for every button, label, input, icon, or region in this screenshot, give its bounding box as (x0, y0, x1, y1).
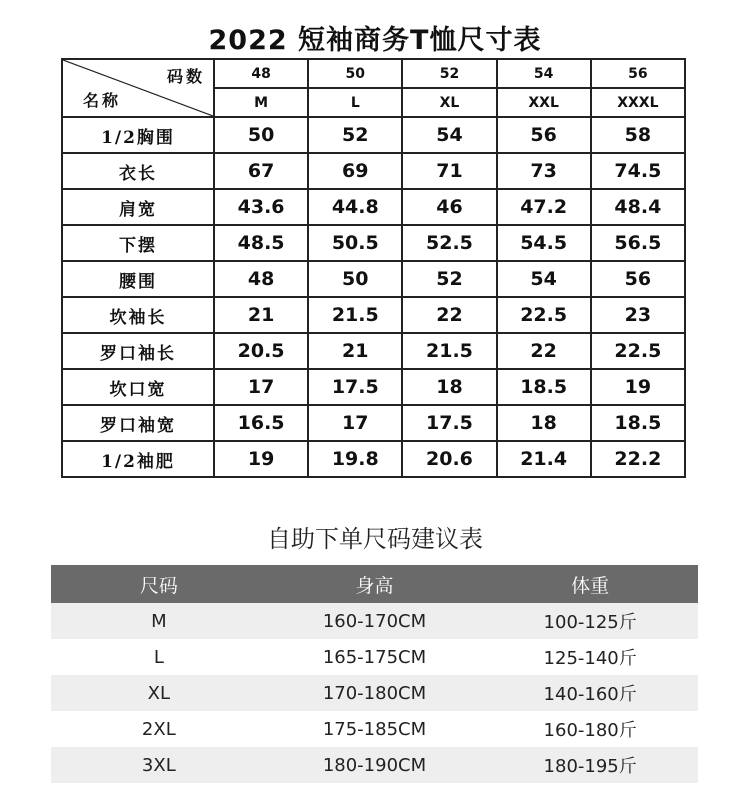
row-label: 下摆 (62, 225, 214, 261)
guide-height-cell: 175-185CM (267, 711, 483, 747)
row-label: 罗口袖长 (62, 333, 214, 369)
guide-size-cell: XL (51, 675, 267, 711)
corner-label-codes: 码数 (166, 67, 205, 86)
row-label: 坎口宽 (62, 369, 214, 405)
row-label: 1/2胸围 (62, 117, 214, 153)
measurement-cell: 17.5 (402, 405, 496, 441)
size-chart-title: 2022 短袖商务T恤尺寸表 (208, 25, 542, 56)
table-row (62, 405, 685, 441)
measurement-cell: 56 (591, 261, 685, 297)
measurement-cell: 17.5 (308, 369, 402, 405)
code-header: 48 (214, 59, 308, 88)
measurement-cell: 46 (402, 189, 496, 225)
guide-weight-cell: 125-140斤 (482, 639, 698, 675)
measurement-cell: 71 (402, 153, 496, 189)
table-row (62, 333, 685, 369)
measurement-cell: 18 (402, 369, 496, 405)
corner-label-names: 名称 (83, 91, 122, 110)
size-guide-table (51, 565, 698, 783)
measurement-cell: 47.2 (497, 189, 591, 225)
measurement-cell: 17 (308, 405, 402, 441)
table-row (62, 261, 685, 297)
measurement-cell: 73 (497, 153, 591, 189)
guide-header-weight: 体重 (482, 565, 698, 603)
guide-weight-cell: 100-125斤 (482, 603, 698, 639)
measurement-cell: 21.5 (402, 333, 496, 369)
code-header: 56 (591, 59, 685, 88)
measurement-cell: 69 (308, 153, 402, 189)
measurement-cell: 22.5 (591, 333, 685, 369)
measurement-cell: 21 (214, 297, 308, 333)
measurement-cell: 18.5 (591, 405, 685, 441)
table-row (62, 117, 685, 153)
measurement-cell: 74.5 (591, 153, 685, 189)
measurement-cell: 21.5 (308, 297, 402, 333)
table-row (62, 189, 685, 225)
row-label: 罗口袖宽 (62, 405, 214, 441)
corner-cell (62, 59, 214, 117)
measurement-cell: 18 (497, 405, 591, 441)
guide-size-cell: 3XL (51, 747, 267, 783)
measurement-cell: 56 (497, 117, 591, 153)
code-header: 54 (497, 59, 591, 88)
measurement-cell: 48.4 (591, 189, 685, 225)
measurement-cell: 56.5 (591, 225, 685, 261)
measurement-cell: 44.8 (308, 189, 402, 225)
measurement-cell: 54 (497, 261, 591, 297)
table-row (51, 711, 698, 747)
guide-weight-cell: 160-180斤 (482, 711, 698, 747)
table-row (51, 675, 698, 711)
row-label: 坎袖长 (62, 297, 214, 333)
row-label: 腰围 (62, 261, 214, 297)
measurement-cell: 50.5 (308, 225, 402, 261)
measurement-cell: 22 (402, 297, 496, 333)
table-row (62, 297, 685, 333)
guide-weight-cell: 180-195斤 (482, 747, 698, 783)
guide-size-cell: L (51, 639, 267, 675)
table-row (62, 153, 685, 189)
size-header: XXXL (591, 88, 685, 117)
measurement-cell: 22.5 (497, 297, 591, 333)
measurement-cell: 54 (402, 117, 496, 153)
measurement-cell: 22.2 (591, 441, 685, 477)
measurement-cell: 18.5 (497, 369, 591, 405)
measurement-cell: 52 (308, 117, 402, 153)
size-chart-table (61, 58, 686, 478)
guide-height-cell: 160-170CM (267, 603, 483, 639)
size-header: L (308, 88, 402, 117)
size-header: M (214, 88, 308, 117)
guide-header-height: 身高 (267, 565, 483, 603)
size-header: XL (402, 88, 496, 117)
measurement-cell: 19 (214, 441, 308, 477)
measurement-cell: 52.5 (402, 225, 496, 261)
code-header: 52 (402, 59, 496, 88)
measurement-cell: 43.6 (214, 189, 308, 225)
guide-title: 自助下单尺码建议表 (267, 525, 483, 553)
guide-height-cell: 170-180CM (267, 675, 483, 711)
guide-height-cell: 165-175CM (267, 639, 483, 675)
measurement-cell: 19.8 (308, 441, 402, 477)
code-header: 50 (308, 59, 402, 88)
measurement-cell: 52 (402, 261, 496, 297)
measurement-cell: 17 (214, 369, 308, 405)
table-row (51, 639, 698, 675)
table-row (62, 225, 685, 261)
measurement-cell: 48.5 (214, 225, 308, 261)
measurement-cell: 22 (497, 333, 591, 369)
measurement-cell: 50 (214, 117, 308, 153)
row-label: 衣长 (62, 153, 214, 189)
row-label: 肩宽 (62, 189, 214, 225)
table-row (51, 603, 698, 639)
table-row (62, 441, 685, 477)
measurement-cell: 21 (308, 333, 402, 369)
measurement-cell: 20.5 (214, 333, 308, 369)
measurement-cell: 23 (591, 297, 685, 333)
row-label: 1/2袖肥 (62, 441, 214, 477)
size-header: XXL (497, 88, 591, 117)
measurement-cell: 67 (214, 153, 308, 189)
guide-header-size: 尺码 (51, 565, 267, 603)
measurement-cell: 16.5 (214, 405, 308, 441)
measurement-cell: 54.5 (497, 225, 591, 261)
measurement-cell: 21.4 (497, 441, 591, 477)
measurement-cell: 50 (308, 261, 402, 297)
guide-size-cell: M (51, 603, 267, 639)
measurement-cell: 19 (591, 369, 685, 405)
measurement-cell: 20.6 (402, 441, 496, 477)
table-row (51, 747, 698, 783)
measurement-cell: 58 (591, 117, 685, 153)
measurement-cell: 48 (214, 261, 308, 297)
guide-weight-cell: 140-160斤 (482, 675, 698, 711)
table-row (62, 369, 685, 405)
guide-height-cell: 180-190CM (267, 747, 483, 783)
guide-size-cell: 2XL (51, 711, 267, 747)
